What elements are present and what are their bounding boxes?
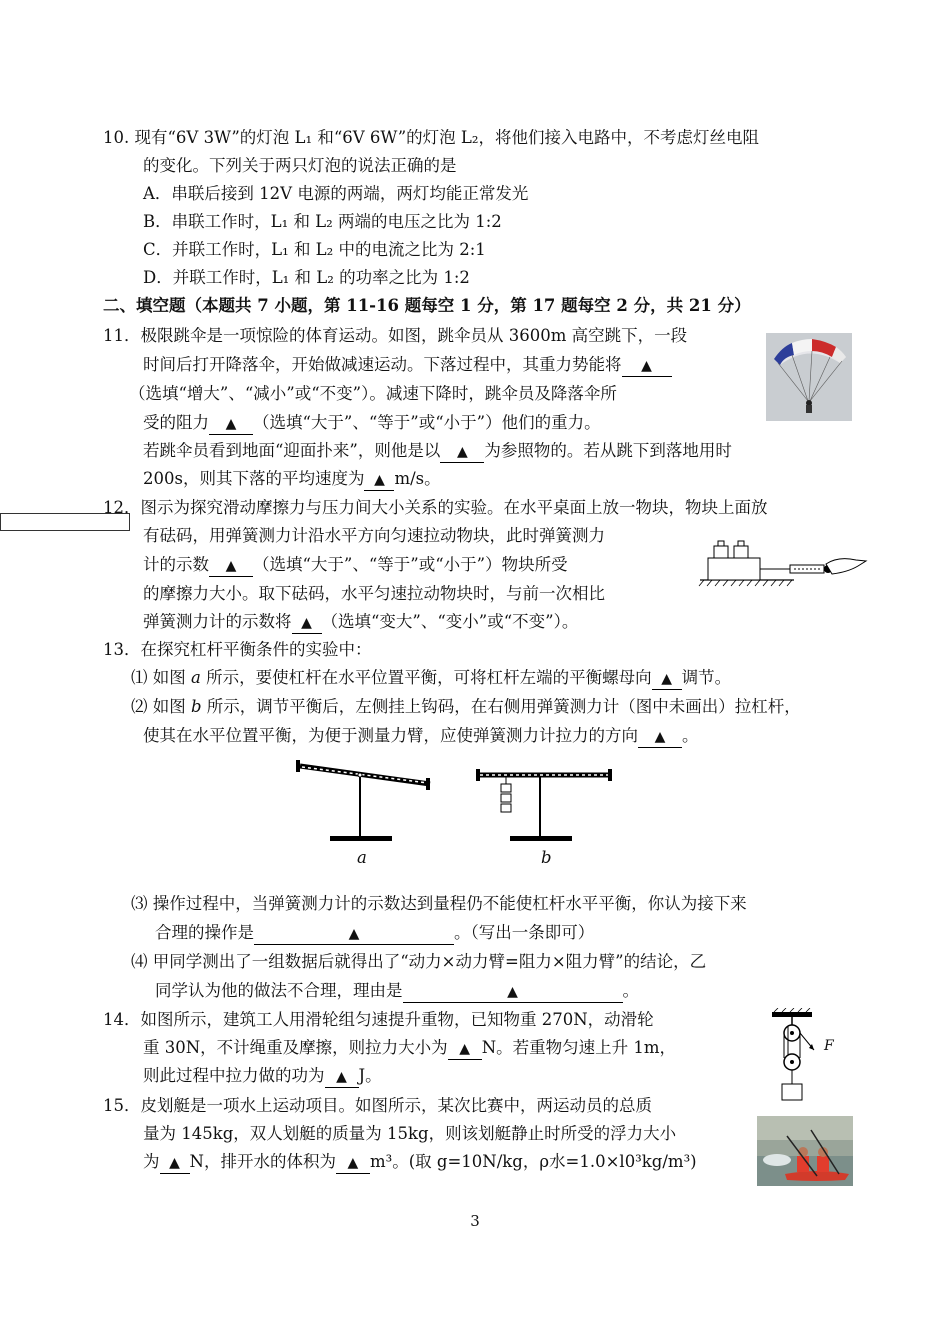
q11-blank4[interactable] — [364, 469, 394, 491]
q12-text: （选填“变大”、“变小”或“不变”）。 — [321, 612, 579, 631]
q13-text: 。（写出一条即可） — [454, 923, 595, 942]
q14-line3 — [143, 1066, 382, 1088]
q11-text: 200s，则其下落的平均速度为 — [143, 469, 365, 488]
q12-text: （选填“大于”、“等于”或“小于”）物块所受 — [253, 555, 568, 574]
q11-line6 — [143, 469, 441, 491]
q13-line1: 13．在探究杠杆平衡条件的实验中： — [103, 640, 372, 659]
q13-text: 调节。 — [681, 668, 732, 687]
blank-mark: ▲ — [641, 358, 652, 374]
q13-part3: ⑶ 操作过程中，当弹簧测力计的示数达到量程仍不能使杠杆水平平衡，你认为接下来 — [131, 894, 747, 913]
blank-mark: ▲ — [654, 729, 666, 745]
q14-text: J。 — [358, 1066, 382, 1085]
q11-line2 — [143, 355, 672, 377]
q11-blank3[interactable] — [440, 441, 484, 463]
q12-blank2[interactable] — [292, 612, 322, 634]
q15-line3 — [143, 1152, 697, 1174]
q14-text: 则此过程中拉力做的功为 — [143, 1066, 325, 1085]
blank-mark: ▲ — [225, 416, 237, 432]
q15-line2: 量为 145kg，双人划艇的质量为 15kg，则该划艇静止时所受的浮力大小 — [143, 1124, 677, 1143]
q12-text: 计的示数 — [143, 555, 209, 574]
q13-part2-cont — [143, 726, 699, 748]
q11-text: 若跳伞员看到地面“迎面扑来”，则他是以 — [143, 441, 441, 460]
q13-part4-cont — [155, 981, 639, 1003]
lever-figure-a — [292, 760, 438, 846]
q10-option-c: C．并联工作时，L₁ 和 L₂ 中的电流之比为 2:1 — [143, 240, 486, 259]
q15-line1: 15．皮划艇是一项水上运动项目。如图所示，某次比赛中，两运动员的总质 — [103, 1096, 652, 1115]
q14-text: 重 30N，不计绳重及摩擦，则拉力大小为 — [143, 1038, 448, 1057]
q13-blank1[interactable] — [652, 668, 682, 690]
friction-experiment-figure — [698, 530, 868, 600]
q11-blank2[interactable] — [209, 413, 253, 435]
q13-text: 所示，要使杠杆在水平位置平衡，可将杠杆左端的平衡螺母向 — [200, 668, 652, 687]
q11-line5 — [143, 441, 732, 463]
q15-blank2[interactable] — [336, 1152, 370, 1174]
q11-text: 时间后打开降落伞，开始做减速运动。下落过程中，其重力势能将 — [143, 355, 622, 374]
q13-text: 所示，调节平衡后，左侧挂上钩码，在右侧用弹簧测力计（图中未画出）拉杠杆， — [201, 697, 801, 716]
q14-line1: 14．如图所示，建筑工人用滑轮组匀速提升重物，已知物重 270N，动滑轮 — [103, 1010, 654, 1029]
q12-line2: 有砝码，用弹簧测力计沿水平方向匀速拉动物块，此时弹簧测力 — [143, 526, 605, 545]
q11-text: （选填“大于”、“等于”或“小于”）他们的重力。 — [253, 413, 601, 432]
q11-text: m/s。 — [394, 469, 441, 488]
q13-fig-ref: b — [191, 697, 202, 716]
q10-option-d: D．并联工作时，L₁ 和 L₂ 的功率之比为 1:2 — [143, 268, 470, 287]
q10-option-b: B．串联工作时，L₁ 和 L₂ 两端的电压之比为 1:2 — [143, 212, 502, 231]
q15-text: N，排开水的体积为 — [189, 1152, 336, 1171]
q13-text: ⑴ 如图 — [131, 668, 191, 687]
blank-mark: ▲ — [225, 558, 237, 574]
lever-figure-b — [472, 760, 618, 846]
q10-option-a: A．串联后接到 12V 电源的两端，两灯均能正常发光 — [143, 184, 529, 203]
page-number: 3 — [470, 1212, 480, 1230]
q10-stem-line1: 10. 现有“6V 3W”的灯泡 L₁ 和“6V 6W”的灯泡 L₂，将他们接入电路中，不考虑灯丝电阻 — [103, 128, 759, 147]
q13-part3-cont — [155, 923, 594, 945]
q13-text: 合理的操作是 — [155, 923, 254, 942]
kayak-photo — [757, 1116, 853, 1186]
blank-mark: ▲ — [456, 444, 468, 460]
q12-blank1[interactable] — [209, 555, 253, 577]
blank-mark: ▲ — [374, 472, 385, 488]
pulley-force-label: F — [824, 1038, 834, 1054]
q12-line1: 12．图示为探究滑动摩擦力与压力间大小关系的实验。在水平桌面上放一物块，物块上面放 — [103, 498, 768, 517]
blank-mark: ▲ — [169, 1155, 180, 1171]
q11-line3: （选填“增大”、“减小”或“不变”）。减速下降时，跳伞员及降落伞所 — [129, 384, 617, 403]
q13-blank2[interactable] — [638, 726, 682, 748]
fig-label-b: b — [541, 848, 552, 867]
q13-fig-ref: a — [191, 668, 201, 687]
q15-text: 为 — [143, 1152, 160, 1171]
blank-mark: ▲ — [348, 926, 360, 942]
blank-mark: ▲ — [336, 1069, 347, 1085]
blank-mark: ▲ — [301, 615, 312, 631]
q12-line5 — [143, 612, 578, 634]
q13-part1 — [131, 668, 731, 690]
q13-text: 。 — [622, 981, 639, 1000]
q11-line1: 11．极限跳伞是一项惊险的体育运动。如图，跳伞员从 3600m 高空跳下，一段 — [103, 326, 688, 345]
q13-text: ⑵ 如图 — [131, 697, 191, 716]
q12-text: 弹簧测力计的示数将 — [143, 612, 292, 631]
q12-line4: 的摩擦力大小。取下砝码，水平匀速拉动物块时，与前一次相比 — [143, 584, 605, 603]
fig-label-a: a — [357, 848, 367, 867]
q11-text: 受的阻力 — [143, 413, 209, 432]
q13-part4: ⑷ 甲同学测出了一组数据后就得出了“动力×动力臂=阻力×阻力臂”的结论，乙 — [131, 952, 707, 971]
q14-blank2[interactable] — [325, 1066, 359, 1088]
q13-blank3[interactable] — [254, 923, 454, 945]
margin-box — [0, 513, 130, 531]
q14-blank1[interactable] — [448, 1038, 482, 1060]
blank-mark: ▲ — [459, 1041, 471, 1057]
q13-text: 同学认为他的做法不合理，理由是 — [155, 981, 403, 1000]
blank-mark: ▲ — [347, 1155, 359, 1171]
q11-text: 为参照物的。若从跳下到落地用时 — [484, 441, 732, 460]
q14-text: N。若重物匀速上升 1m， — [481, 1038, 677, 1057]
q12-line3 — [143, 555, 568, 577]
blank-mark: ▲ — [507, 984, 518, 1000]
q13-text: 使其在水平位置平衡，为便于测量力臂，应使弹簧测力计拉力的方向 — [143, 726, 638, 745]
q13-blank4[interactable] — [403, 981, 623, 1003]
section2-title: 二、填空题（本题共 7 小题，第 11-16 题每空 1 分，第 17 题每空 2 分，共 21 分） — [103, 296, 751, 315]
q11-line4 — [143, 413, 601, 435]
q10-stem-line2: 的变化。下列关于两只灯泡的说法正确的是 — [143, 156, 457, 175]
blank-mark: ▲ — [661, 671, 672, 687]
q13-part2 — [131, 697, 801, 717]
q14-line2 — [143, 1038, 676, 1060]
q15-text: m³。(取 g=10N/kg，ρ水=1.0×l0³kg/m³) — [369, 1152, 697, 1171]
q13-text: 。 — [682, 726, 699, 745]
q11-blank1[interactable] — [622, 355, 672, 377]
pulley-figure — [768, 1008, 838, 1104]
parachute-photo — [766, 333, 852, 421]
q15-blank1[interactable] — [160, 1152, 190, 1174]
